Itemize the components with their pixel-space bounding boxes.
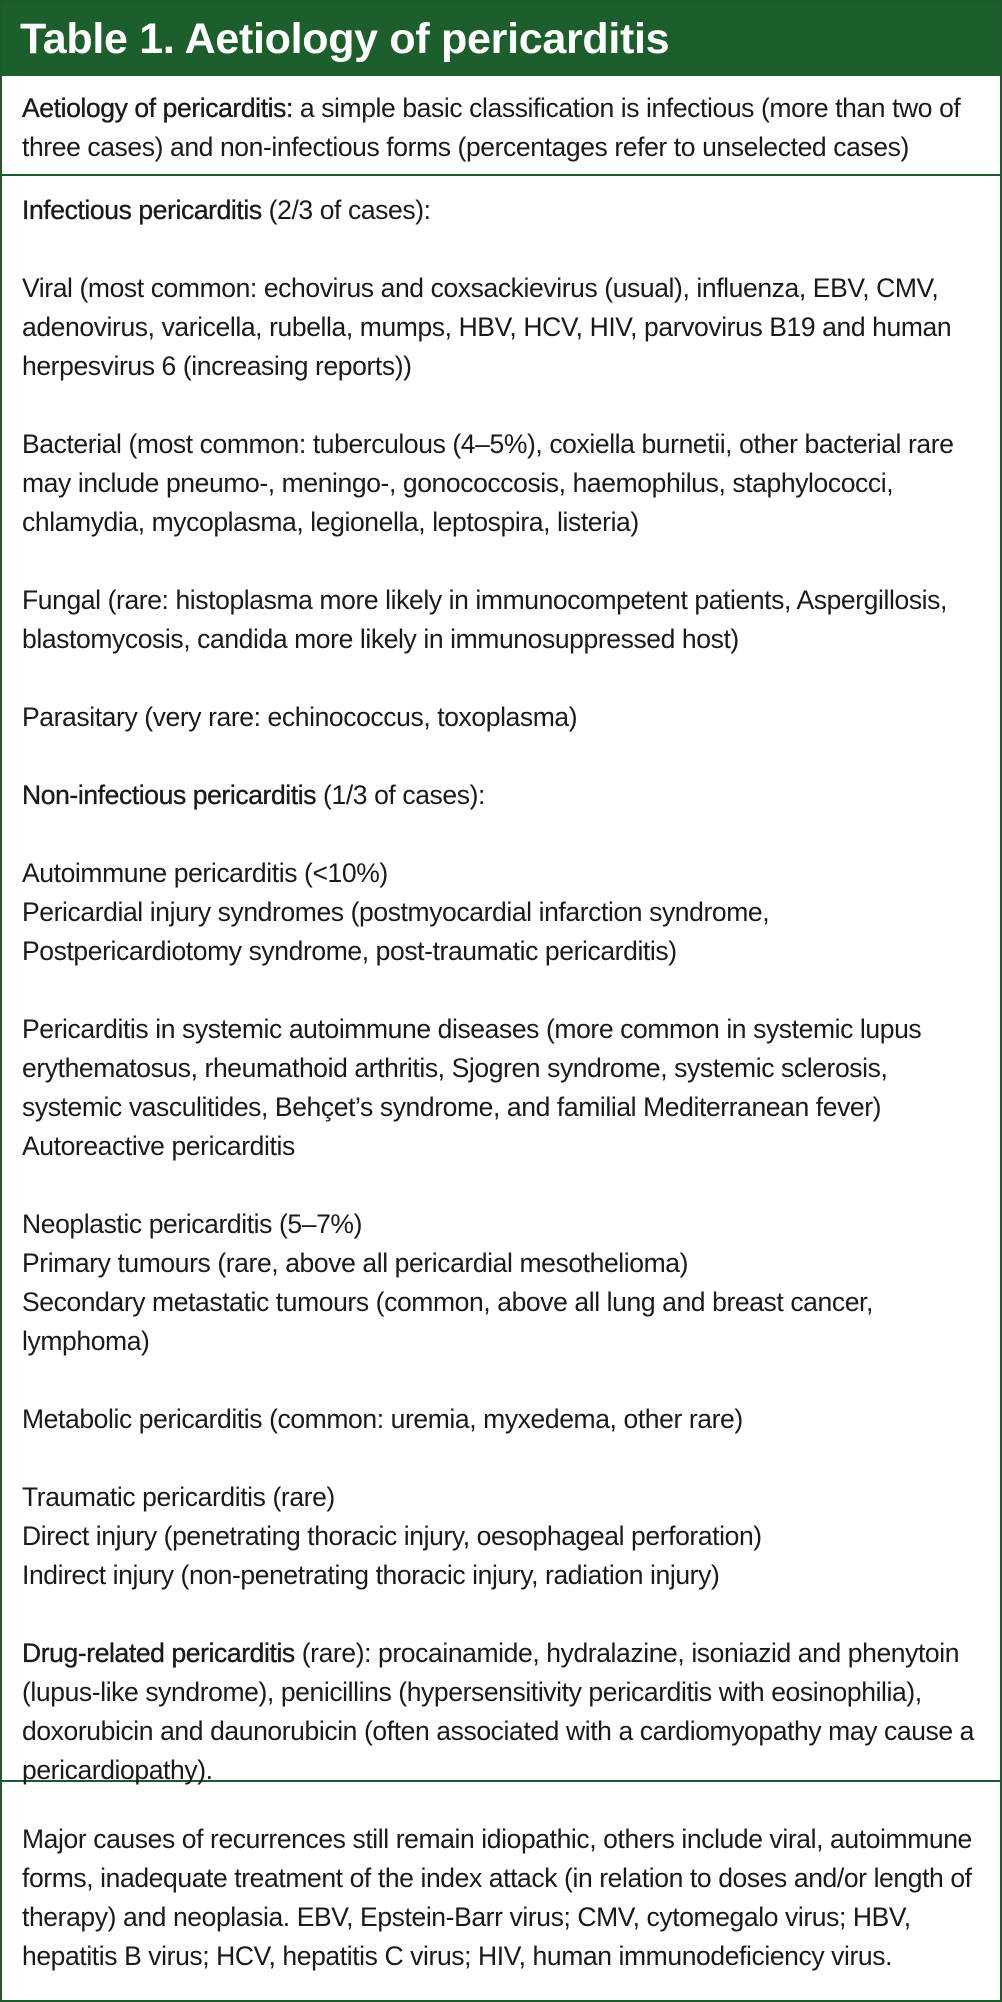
drug-related-lead: Drug-related pericarditis [22, 1638, 295, 1668]
table-title: Table 1. Aetiology of pericarditis [20, 14, 670, 63]
table-title-bar [2, 2, 1000, 76]
bacterial-paragraph: Bacterial (most common: tuberculous (4–5%), coxiella burnetii, other bacterial rare may include pneumo-, meningo-, gonococcosis, haemophilus, staphylococci, chlamydia, mycoplasma, legionella, leptospira, listeria) [22, 429, 954, 537]
autoimmune-line: Autoimmune pericarditis (<10%) [22, 858, 388, 888]
infectious-heading-rest: (2/3 of cases): [261, 195, 431, 225]
drug-related-text: (rare): procainamide, hydralazine, isoniazid and phenytoin (lupus-like syndrome), penicillins (hypersensitivity pericarditis with eosinophilia), doxorubicin and daunorubicin (often associated with a cardiomyopathy may cause a pericardiopathy). [22, 1638, 975, 1785]
systemic-paragraph: Pericarditis in systemic autoimmune diseases (more common in systemic lupus erythematosus, rheumathoid arthritis, Sjogren syndrome, systemic sclerosis, systemic vasculitides, Behçet’s syndrome, and familial Mediterranean fever) [22, 1014, 922, 1122]
viral-paragraph: Viral (most common: echovirus and coxsackievirus (usual), influenza, EBV, CMV, adenovirus, varicella, rubella, mumps, HBV, HCV, HIV, parvovirus B19 and human herpesvirus 6 (increasing reports)) [22, 273, 952, 381]
intro-text: a simple basic classification is infectious (more than two of three cases) and non-infectious forms (percentages refer to unselected cases) [22, 93, 961, 162]
fungal-paragraph: Fungal (rare: histoplasma more likely in immunocompetent patients, Aspergillosis, blastomycosis, candida more likely in immunosuppressed host) [22, 585, 947, 654]
direct-injury-line: Direct injury (penetrating thoracic injury, oesophageal perforation) [22, 1521, 762, 1551]
footnote-section [2, 1782, 1000, 1976]
drug-related-paragraph [22, 1634, 980, 1790]
non-infectious-heading-lead: Non-infectious pericarditis [22, 780, 317, 810]
classification-section [2, 176, 1000, 1785]
intro-paragraph [22, 89, 980, 167]
parasitary-paragraph: Parasitary (very rare: echinococcus, toxoplasma) [22, 702, 578, 732]
primary-tumours-line: Primary tumours (rare, above all pericardial mesothelioma) [22, 1248, 689, 1278]
non-infectious-heading [22, 776, 980, 815]
neoplastic-line: Neoplastic pericarditis (5–7%) [22, 1209, 363, 1239]
secondary-tumours-line: Secondary metastatic tumours (common, above all lung and breast cancer, lymphoma) [22, 1287, 873, 1356]
intro-section [2, 76, 1000, 176]
non-infectious-heading-rest: (1/3 of cases): [316, 780, 485, 810]
autoreactive-line: Autoreactive pericarditis [22, 1131, 295, 1161]
indirect-injury-line: Indirect injury (non-penetrating thoracic injury, radiation injury) [22, 1560, 720, 1590]
infectious-heading-lead: Infectious pericarditis [22, 195, 262, 225]
footnote-paragraph: Major causes of recurrences still remain idiopathic, others include viral, autoimmune forms, inadequate treatment of the index attack (in relation to doses and/or length of therapy) and neoplasia. EBV, Epstein-Barr virus; CMV, cytomegalo virus; HBV, hepatitis B virus; HCV, hepatitis C virus; HIV, human immunodeficiency virus. [22, 1824, 972, 1971]
metabolic-line: Metabolic pericarditis (common: uremia, myxedema, other rare) [22, 1404, 743, 1434]
injury-paragraph: Pericardial injury syndromes (postmyocardial infarction syndrome, Postpericardiotomy syndrome, post-traumatic pericarditis) [22, 897, 770, 966]
intro-lead: Aetiology of pericarditis: [22, 93, 293, 123]
traumatic-line: Traumatic pericarditis (rare) [22, 1482, 335, 1512]
infectious-heading [22, 191, 980, 230]
